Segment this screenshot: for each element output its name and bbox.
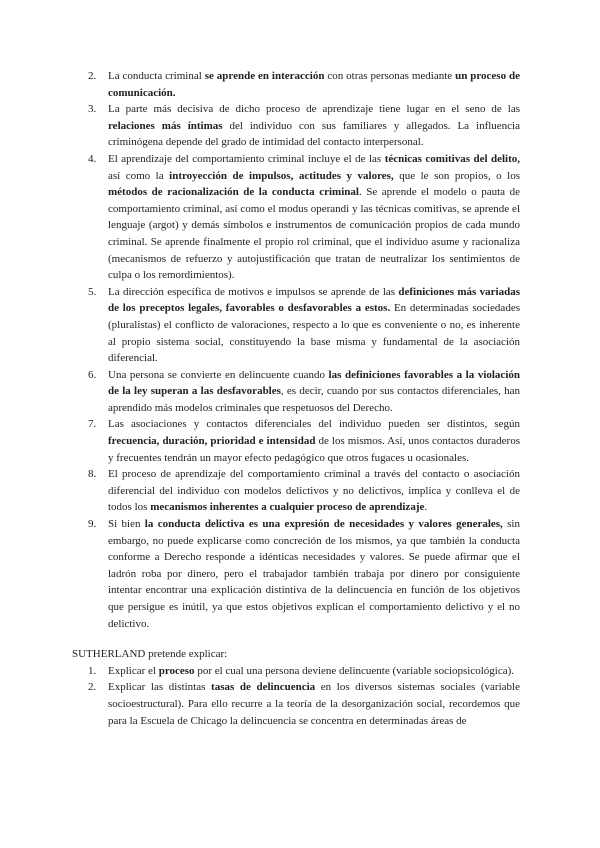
emphasis-text: la conducta delictiva es una expresión de necesidades y valores generales, [144, 518, 503, 531]
list-item [72, 284, 520, 367]
body-text: Una persona se convierte en delincuente cuando [108, 368, 329, 381]
body-text: , es decir, cuando por sus contactos diferenciales, han aprendido más modelos criminales que respetuosos del Derecho. [108, 385, 520, 414]
body-text: por el cual una persona deviene delincuente (variable sociopsicológica). [194, 664, 515, 677]
body-text: sin embargo, no puede explicarse como concreción de los mismos, ya que también la conducta conforme a Derecho responde a idénticas necesidades y valores. Se puede afirmar que el ladrón roba por dinero, pero el trabajador también trabaja por dinero por consiguiente intentar encontrar una explicación distintiva de la delincuencia en función de los objetivos que persigue es inútil, ya que estos objetivos explican el comportamiento delictivo y el no delictivo. [108, 518, 520, 630]
list-item-number: 3. [88, 103, 97, 116]
intro-line: SUTHERLAND pretende explicar: [72, 648, 228, 661]
body-text: Explicar las distintas [108, 681, 212, 694]
emphasis-text: proceso [158, 664, 195, 677]
body-text: que le son propios, o los [393, 169, 520, 182]
emphasis-text: relaciones más íntimas [108, 119, 223, 132]
list-item [72, 679, 520, 729]
list-item [72, 68, 520, 101]
list-item [72, 101, 520, 151]
explanation-list [72, 663, 520, 729]
emphasis-text: introyección de impulsos, actitudes y valores, [169, 169, 394, 182]
list-item-number: 7. [88, 418, 97, 431]
list-item [72, 416, 520, 466]
body-text: La conducta criminal [108, 70, 205, 82]
body-text: La parte más decisiva de dicho proceso de aprendizaje tiene lugar en el seno de las [108, 103, 520, 116]
list-item-number: 2. [88, 70, 97, 82]
body-text: En determinadas sociedades (pluralistas) el conflicto de valoraciones, respecto a lo que es conveniente o no, es inherente al propio sistema social, constituyendo la base misma y fundamental de la asociación diferencial. [108, 302, 520, 365]
list-item-number: 6. [88, 368, 97, 381]
list-item-number: 5. [88, 285, 97, 298]
body-text: Si bien [108, 518, 145, 531]
list-item-number: 9. [88, 518, 97, 531]
body-text: en los diversos sistemas sociales (variable socioestructural). Para ello recurre a la teoría de la desorganización social, recordemos que para la Escuela de Chicago la delincuencia se concentra en determinadas áreas de [108, 681, 520, 727]
list-item [72, 516, 520, 632]
emphasis-text: se aprende en interacción [204, 70, 325, 82]
list-item-number: 1. [88, 664, 97, 677]
emphasis-text: métodos de racionalización de la conducta criminal [108, 186, 359, 199]
body-text: El aprendizaje del comportamiento criminal incluye el de las [108, 152, 385, 165]
body-text: La dirección específica de motivos e impulsos se aprende de las [108, 285, 399, 298]
theses-list [72, 68, 520, 632]
body-text: Explicar el [108, 664, 159, 677]
body-text: Las asociaciones y contactos diferenciales del individuo pueden ser distintos, según [108, 418, 520, 431]
body-text: . [424, 501, 428, 514]
emphasis-text: mecanismos inherentes a cualquier proceso de aprendizaje [150, 501, 425, 514]
body-text: de los mismos. Así, unos contactos duraderos y frecuentes tendrán un mayor efecto pedagógico que otros fugaces u ocasionales. [108, 435, 520, 464]
emphasis-text: tasas de delincuencia [211, 681, 316, 694]
emphasis-text: frecuencia, duración, prioridad e intensidad [108, 435, 316, 448]
list-item [72, 663, 520, 680]
list-item-number: 2. [88, 681, 97, 694]
body-text: . Se aprende el modelo o pauta de comportamiento criminal, así como el modus operandi y las técnicas comitivas, se aprende el lenguaje (argot) y demás símbolos e instrumentos de comunicación propios de cada mundo criminal. Se aprende finalmente el propio rol criminal, que el individuo asume y racionaliza (mecanismos de refuerzo y autojustificación que tratan de neutralizar los sentimientos de culpa o los remordimientos). [108, 186, 520, 282]
emphasis-text: las definiciones favorables a la violación de la ley superan a las desfavorables [108, 368, 520, 398]
emphasis-text: técnicas comitivas del delito, [384, 152, 521, 165]
body-text: El proceso de aprendizaje del comportamiento criminal a través del contacto o asociación diferencial del individuo con modelos delictivos y no delictivos, implica y conlleva el de todos los [108, 468, 520, 514]
list-item-number: 8. [88, 468, 97, 481]
body-text: del individuo con sus familiares y allegados. La influencia criminógena depende del grado de intimidad del contacto interpersonal. [108, 119, 520, 149]
list-item [72, 367, 520, 417]
emphasis-text: definiciones más variadas de los preceptos legales, favorables o desfavorables a estos. [108, 285, 520, 315]
list-item [72, 466, 520, 516]
list-item-number: 4. [88, 152, 97, 165]
list-item [72, 151, 520, 284]
body-text: con otras personas mediante [324, 70, 456, 82]
body-text: así como la [108, 169, 170, 182]
emphasis-text: un proceso de comunicación. [108, 70, 520, 99]
